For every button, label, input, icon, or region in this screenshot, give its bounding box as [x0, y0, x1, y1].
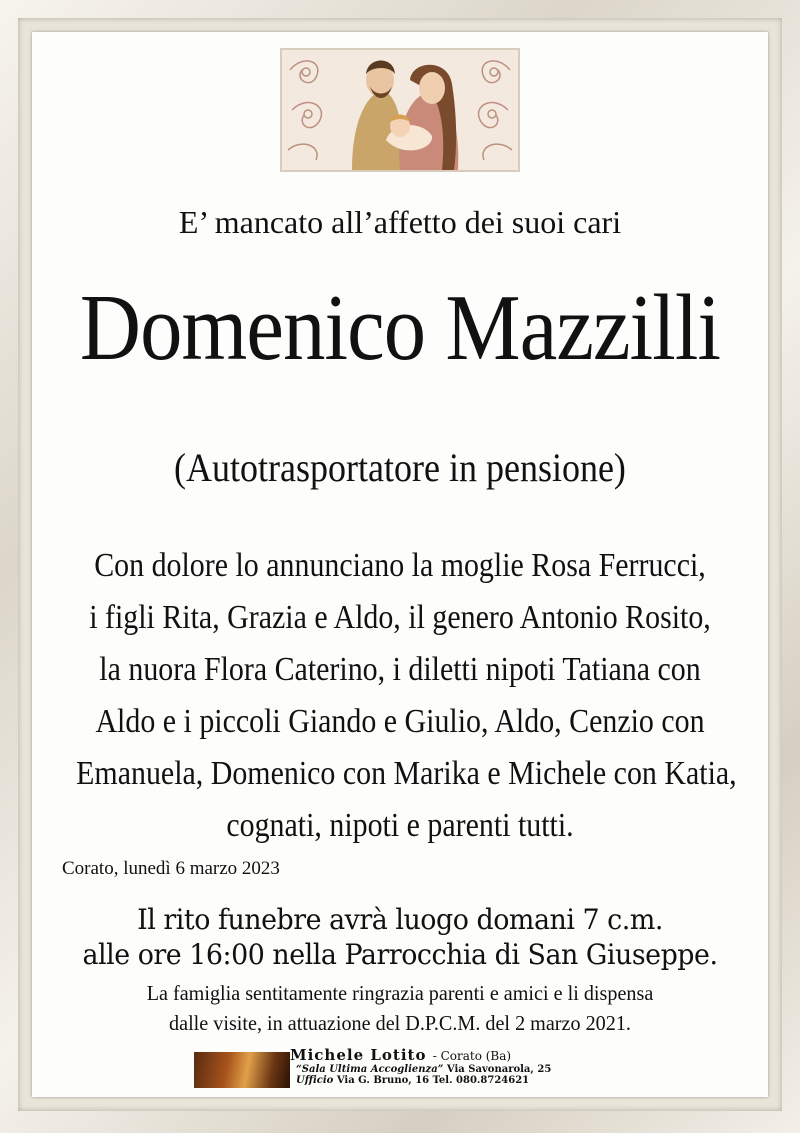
agency-info — [290, 1046, 630, 1086]
announcement-block — [76, 540, 737, 852]
funeral-rite-block — [47, 902, 754, 972]
agency-hall-label: “Sala Ultima Accoglienza” — [296, 1064, 444, 1075]
thanks-line: La famiglia sentitamente ringrazia parenti e amici e li dispensa — [146, 981, 654, 1005]
holy-family-illustration — [282, 50, 518, 170]
announcement-line: cognati, nipoti e parenti tutti. — [226, 807, 574, 844]
agency-city: - Corato (Ba) — [432, 1049, 512, 1063]
announcement-line: Con dolore lo annunciano la moglie Rosa Ferrucci, — [94, 547, 706, 584]
agency-office-line — [296, 1075, 630, 1086]
holy-family-image — [280, 48, 520, 172]
intro-text: E’ mancato all’affetto dei suoi cari — [178, 204, 622, 240]
announcement-line: i figli Rita, Grazia e Aldo, il genero Antonio Rosito, — [89, 599, 711, 636]
agency-phone: Tel. 080.8724621 — [432, 1075, 530, 1086]
deceased-name: Domenico Mazzilli — [79, 276, 721, 380]
agency-hall-address: Via Savonarola, 25 — [446, 1064, 552, 1075]
place-date: Corato, lunedì 6 marzo 2023 — [62, 858, 280, 879]
agency-hall-line — [296, 1064, 630, 1075]
announcement-line: la nuora Flora Caterino, i diletti nipoti Tatiana con — [99, 651, 701, 688]
rite-line: Il rito funebre avrà luogo domani 7 c.m. — [137, 903, 663, 936]
agency-office-address: Via G. Bruno, 16 — [336, 1075, 430, 1086]
deceased-occupation: (Autotrasportatore in pensione) — [174, 445, 626, 490]
agency-office-label: Ufficio — [296, 1075, 334, 1086]
agency-logo — [194, 1052, 290, 1088]
thanks-block — [47, 978, 754, 1038]
thanks-line: dalle visite, in attuazione del D.P.C.M. del 2 marzo 2021. — [169, 1011, 631, 1035]
agency-name-line — [290, 1046, 630, 1064]
announcement-line: Aldo e i piccoli Giando e Giulio, Aldo, Cenzio con — [95, 703, 705, 740]
rite-line: alle ore 16:00 nella Parrocchia di San Giuseppe. — [82, 938, 718, 971]
notice-paper — [32, 32, 768, 1097]
agency-name: Michele Lotito — [290, 1046, 427, 1064]
announcement-line: Emanuela, Domenico con Marika e Michele con Katia, — [76, 755, 737, 792]
